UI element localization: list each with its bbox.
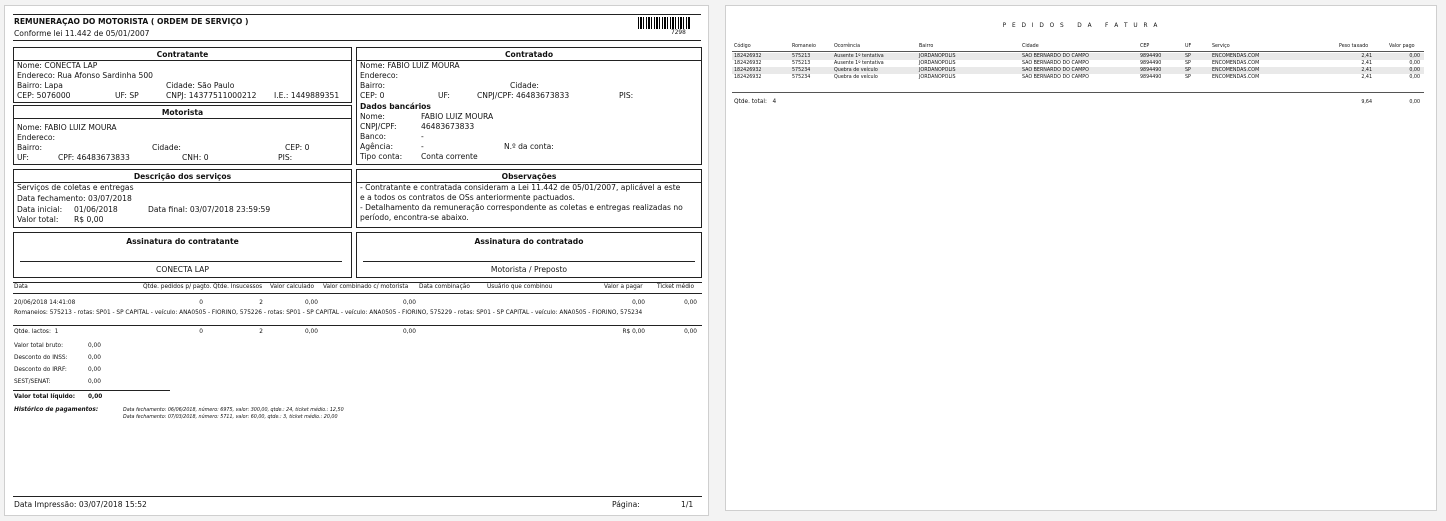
contratado-nome: FABIO LUIZ MOURA <box>387 61 460 70</box>
label: Nome: <box>17 61 42 70</box>
assinatura-contratado-header: Assinatura do contratado <box>474 237 584 246</box>
total-liquido-value: 0,00 <box>88 394 103 400</box>
cell-bairro: JORDANOPOLIS <box>919 61 956 66</box>
historico-item: Data fechamento: 07/03/2018, número: 5711, valor: 60,00, qtde.: 3, ticket médio.: 20,00 <box>123 415 338 420</box>
label: Cidade: <box>510 81 539 90</box>
pedidos-title: P E D I D O S D A F A T U R A <box>1002 23 1160 29</box>
cell-romaneio: 575234 <box>792 68 811 73</box>
observacoes-header: Observações <box>501 172 557 181</box>
label: CNPJ/CPF: <box>477 91 514 100</box>
pedidos-total-rule <box>732 92 1424 93</box>
total-bruto-value: 0,00 <box>88 343 101 349</box>
label: Endereco: <box>17 71 56 80</box>
page-pedidos-fatura <box>725 5 1437 511</box>
col-header-usuario: Usuário que combinou <box>487 284 553 290</box>
cell-codigo: 182426932 <box>734 75 762 80</box>
label: Qtde. lactos: <box>14 329 51 335</box>
contratante-cidade: São Paulo <box>197 81 235 90</box>
col-header-codigo: Código <box>734 44 751 49</box>
total-valor-pagar: R$ 0,00 <box>622 329 645 335</box>
cell-peso: 2,41 <box>1361 68 1372 73</box>
banco-tipo: Conta corrente <box>421 152 478 161</box>
label: Data fechamento: <box>17 194 86 203</box>
label: Endereco: <box>360 71 399 80</box>
cell-servico: ENCOMENDAS.COM <box>1212 68 1260 73</box>
footer-rule <box>13 496 702 497</box>
cell-codigo: 182426932 <box>734 68 762 73</box>
col-header-servico: Serviço <box>1212 44 1230 49</box>
col-header-valor-combinado: Valor combinado c/ motorista <box>323 284 409 290</box>
cell-peso: 2,41 <box>1361 75 1372 80</box>
observacao-line: período, encontra-se abaixo. <box>360 213 469 222</box>
cell-servico: ENCOMENDAS.COM <box>1212 61 1260 66</box>
contratado-cnpj: 46483673833 <box>516 91 570 100</box>
contratado-box <box>356 47 702 165</box>
label: N.º da conta: <box>504 142 554 151</box>
motorista-cep: 0 <box>304 143 310 152</box>
cell-peso: 2,41 <box>1361 54 1372 59</box>
cell-cidade: SAO BERNARDO DO CAMPO <box>1022 68 1089 73</box>
cell-valor-pago: 0,00 <box>1409 75 1420 80</box>
table-top-rule <box>13 282 702 283</box>
total-ticket-medio: 0,00 <box>684 329 697 335</box>
desconto-irrf-value: 0,00 <box>88 367 101 373</box>
sest-senat-label: SEST/SENAT: <box>14 379 51 385</box>
cell-servico: ENCOMENDAS.COM <box>1212 54 1260 59</box>
col-header-ticket-medio: Ticket médio <box>657 284 695 290</box>
servicos-fechamento: 03/07/2018 <box>88 194 132 203</box>
label: Data inicial: <box>17 205 63 214</box>
desconto-inss-label: Desconto do INSS: <box>14 355 68 361</box>
cell-valor-pago: 0,00 <box>1409 54 1420 59</box>
contratante-ie: 1449889351 <box>290 91 340 100</box>
col-header-valor-pago: Valor pago <box>1389 44 1415 49</box>
observacao-line: - Contratante e contratada consideram a Lei 11.442 de 05/01/2007, aplicável a este <box>360 183 681 192</box>
servicos-box <box>13 169 352 228</box>
cell-romaneio: 575234 <box>792 75 811 80</box>
cell-valor-calculado: 0,00 <box>305 300 318 306</box>
total-valor-combinado: 0,00 <box>403 329 416 335</box>
label: Data final: <box>148 205 188 214</box>
cell-bairro: JORDANOPOLIS <box>919 75 956 80</box>
label: CNPJ: <box>166 91 187 100</box>
cell-valor-combinado: 0,00 <box>403 300 416 306</box>
desconto-inss-value: 0,00 <box>88 355 101 361</box>
total-bruto-label: Valor total bruto: <box>14 343 64 349</box>
cell-ocorrencia: Quebra de veículo <box>834 75 878 80</box>
label: Romaneios: <box>14 310 48 316</box>
cell-uf: SP <box>1185 68 1191 73</box>
cell-qtde-insucessos: 2 <box>259 300 263 306</box>
motorista-nome: FABIO LUIZ MOURA <box>44 123 117 132</box>
label: Nome: <box>360 112 385 121</box>
servicos-final: 03/07/2018 23:59:59 <box>189 205 271 214</box>
table-total-rule <box>13 325 702 326</box>
label: Nome: <box>360 61 385 70</box>
cell-uf: SP <box>1185 61 1191 66</box>
cell-ocorrencia: Ausente 1º tentativa <box>834 61 884 66</box>
pedidos-header-rule <box>732 51 1424 52</box>
total-valor-calculado: 0,00 <box>305 329 318 335</box>
cell-peso: 2,41 <box>1361 61 1372 66</box>
label: Valor total: <box>17 215 59 224</box>
label: CEP: <box>17 91 35 100</box>
assinatura-contratado-box <box>356 232 702 278</box>
dados-bancarios-header: Dados bancários <box>360 102 431 111</box>
pedidos-total-count: 4 <box>772 99 777 105</box>
cell-cep: 9894490 <box>1140 54 1162 59</box>
label: CEP: <box>285 143 303 152</box>
banco-nome: FABIO LUIZ MOURA <box>421 112 494 121</box>
banco-banco: - <box>421 132 424 141</box>
observacao-line: - Detalhamento da remuneração correspondente as coletas e entregas realizadas no <box>360 203 683 212</box>
cell-ocorrencia: Quebra de veículo <box>834 68 878 73</box>
label: Endereco: <box>17 133 56 142</box>
motorista-cpf: 46483673833 <box>76 153 130 162</box>
label: CPF: <box>58 153 75 162</box>
motorista-box <box>13 105 352 165</box>
cell-valor-pagar: 0,00 <box>632 300 645 306</box>
contratante-endereco: Rua Afonso Sardinha 500 <box>57 71 154 80</box>
cell-uf: SP <box>1185 75 1191 80</box>
label: CNPJ/CPF: <box>360 122 397 131</box>
label: Qtde. total: <box>734 99 767 105</box>
cell-servico: ENCOMENDAS.COM <box>1212 75 1260 80</box>
contratante-nome: CONECTA LAP <box>44 61 98 70</box>
label: UF: <box>17 153 29 162</box>
cell-bairro: JORDANOPOLIS <box>919 68 956 73</box>
col-header-ocorrencia: Ocorrência <box>834 44 861 49</box>
contratado-header: Contratado <box>504 50 554 59</box>
label: Cidade: <box>166 81 195 90</box>
totals-rule <box>13 390 170 391</box>
label: Nome: <box>17 123 42 132</box>
motorista-cnh: 0 <box>203 153 209 162</box>
label: Tipo conta: <box>360 152 403 161</box>
signature-line <box>20 261 342 262</box>
cell-bairro: JORDANOPOLIS <box>919 54 956 59</box>
total-qtde-insucessos: 2 <box>259 329 263 335</box>
label: Bairro: <box>17 81 43 90</box>
cell-valor-pago: 0,00 <box>1409 61 1420 66</box>
banco-cnpj: 46483673833 <box>421 122 475 131</box>
assinatura-contratante-name: CONECTA LAP <box>156 265 209 274</box>
cell-codigo: 182426932 <box>734 54 762 59</box>
label: CNH: <box>182 153 202 162</box>
col-header-romaneio: Romaneio <box>792 44 816 49</box>
cell-codigo: 182426932 <box>734 61 762 66</box>
cell-qtde-pedidos: 0 <box>199 300 203 306</box>
cell-ocorrencia: Ausente 1º tentativa <box>834 54 884 59</box>
cell-cidade: SAO BERNARDO DO CAMPO <box>1022 61 1089 66</box>
sest-senat-value: 0,00 <box>88 379 101 385</box>
pedidos-total-peso: 9,64 <box>1361 100 1372 105</box>
label: I.E.: <box>274 91 289 100</box>
label: Data Impressão: <box>14 500 77 509</box>
historico-label: Histórico de pagamentos: <box>14 407 99 413</box>
col-header-cep: CEP <box>1140 44 1150 49</box>
banco-agencia: - <box>421 142 424 151</box>
barcode-image <box>638 17 690 29</box>
assinatura-contratante-box <box>13 232 352 278</box>
contratante-header: Contratante <box>156 50 209 59</box>
pagina-number: 1/1 <box>681 500 694 509</box>
col-header-valor-calculado: Valor calculado <box>270 284 315 290</box>
observacao-line: e a todos os contratos de OSs anteriormente pactuados. <box>360 193 575 202</box>
col-header-bairro: Bairro <box>919 44 934 49</box>
label: CEP: <box>360 91 378 100</box>
data-impressao: 03/07/2018 15:52 <box>78 500 147 509</box>
label: Agência: <box>360 142 393 151</box>
cell-cidade: SAO BERNARDO DO CAMPO <box>1022 75 1089 80</box>
total-count: 1 <box>54 329 59 335</box>
servicos-header: Descrição dos serviços <box>133 172 232 181</box>
contratado-cep: 0 <box>379 91 385 100</box>
page-ordem-servico <box>4 5 709 516</box>
label: PIS: <box>619 91 634 100</box>
col-header-uf: UF <box>1185 44 1192 49</box>
signature-line <box>363 261 695 262</box>
contratante-bairro: Lapa <box>44 81 63 90</box>
cell-romaneio: 575213 <box>792 54 811 59</box>
cell-data: 20/06/2018 14:41:08 <box>14 300 76 306</box>
cell-cidade: SAO BERNARDO DO CAMPO <box>1022 54 1089 59</box>
observacoes-box <box>356 169 702 228</box>
cell-cep: 9894490 <box>1140 75 1162 80</box>
document-number: 7298 <box>671 30 686 36</box>
col-header-valor-pagar: Valor a pagar <box>604 284 643 290</box>
table-header-rule <box>13 293 702 294</box>
cell-uf: SP <box>1185 54 1191 59</box>
label: Banco: <box>360 132 387 141</box>
assinatura-contratado-name: Motorista / Preposto <box>490 265 568 274</box>
historico-item: Data fechamento: 06/06/2018, número: 6975, valor: 300,00, qtde.: 24, ticket médio.: 12,50 <box>123 408 344 413</box>
cell-ticket-medio: 0,00 <box>684 300 697 306</box>
desconto-irrf-label: Desconto do IRRF: <box>14 367 67 373</box>
col-header-data: Data <box>14 284 28 290</box>
servicos-inicial: 01/06/2018 <box>74 205 118 214</box>
servicos-desc: Serviços de coletas e entregas <box>17 183 134 192</box>
label: Cidade: <box>152 143 181 152</box>
contratante-cnpj: 14377511000212 <box>188 91 257 100</box>
col-header-qtde-pedidos: Qtde. pedidos p/ pagto. <box>143 284 212 290</box>
contratante-uf: SP <box>129 91 139 100</box>
contratante-box <box>13 47 352 103</box>
label: Bairro: <box>17 143 43 152</box>
assinatura-contratante-header: Assinatura do contratante <box>126 237 239 246</box>
total-liquido-label: Valor total líquido: <box>14 394 76 400</box>
servicos-valor: R$ 0,00 <box>74 215 104 224</box>
title-rule <box>13 40 701 41</box>
romaneios-list: 575213 - rotas: SP01 - SP CAPITAL - veículo: ANA0505 - FIORINO, 575226 - rotas: SP01 - SP CAPITAL - veículo: ANA0505 - FIORINO, 575229 - rotas: SP01 - SP CAPITAL - veículo: ANA0505 - FIORINO, 575234 <box>49 310 643 316</box>
total-qtde-pedidos: 0 <box>199 329 203 335</box>
motorista-header: Motorista <box>161 108 204 117</box>
cell-romaneio: 575213 <box>792 61 811 66</box>
divider <box>14 118 351 119</box>
label: PIS: <box>278 153 293 162</box>
label: UF: <box>438 91 450 100</box>
cell-valor-pago: 0,00 <box>1409 68 1420 73</box>
cell-cep: 9894490 <box>1140 61 1162 66</box>
col-header-peso: Peso taxado <box>1339 44 1369 49</box>
label: UF: <box>115 91 127 100</box>
document-subtitle: Conforme lei 11.442 de 05/01/2007 <box>14 29 150 38</box>
pagina-label: Página: <box>612 500 640 509</box>
top-rule <box>13 14 701 15</box>
pedidos-total-valor: 0,00 <box>1409 100 1420 105</box>
col-header-cidade: Cidade <box>1022 44 1039 49</box>
document-title: REMUNERAÇAO DO MOTORISTA ( ORDEM DE SERVIÇO ) <box>14 17 249 26</box>
label: Bairro: <box>360 81 386 90</box>
col-header-qtde-insucessos: Qtde. Insucessos <box>213 284 263 290</box>
cell-cep: 9894490 <box>1140 68 1162 73</box>
col-header-data-combinacao: Data combinação <box>419 284 470 290</box>
contratante-cep: 5076000 <box>36 91 71 100</box>
